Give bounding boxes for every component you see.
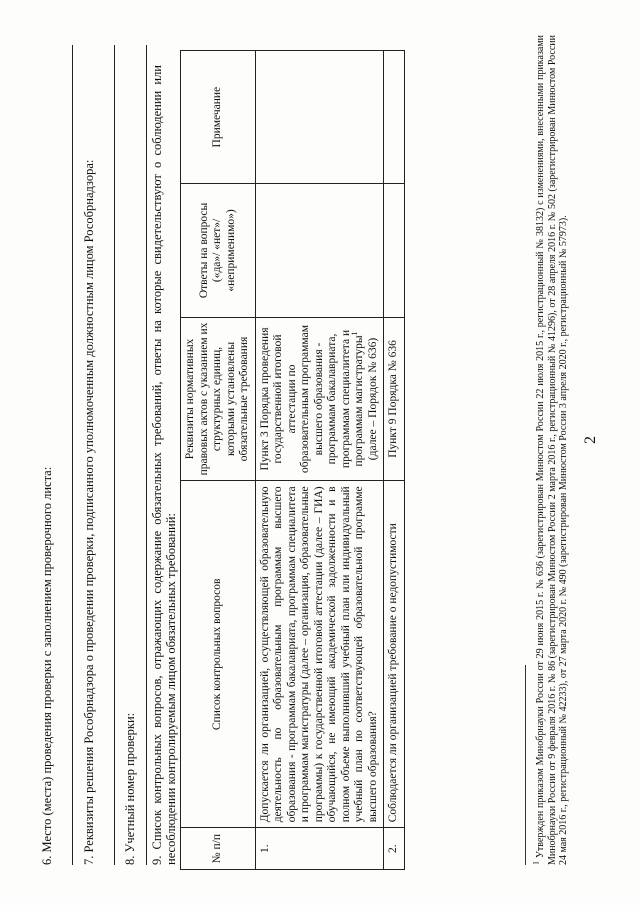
item-6-rule bbox=[72, 45, 73, 865]
checklist-table bbox=[180, 50, 405, 870]
row-note bbox=[255, 51, 384, 184]
row-requisite: Пункт 9 Порядка № 636 bbox=[384, 317, 405, 481]
row-requisite: Пункт 3 Порядка проведения государственной итоговой аттестации по образовательным программам высшего образования - программам бакалавриата, программам специалитета и программам магистратуры$^1$ (далее – Порядок № 636) bbox=[255, 317, 384, 481]
table-row bbox=[255, 51, 384, 870]
footnote-rule bbox=[525, 665, 526, 865]
item-9-paragraph: 9. Список контрольных вопросов, отражающих содержание обязательных требований, ответы на которые свидетельствуют о соблюдении или несоблюдении контролируемым лицом обязательных требований: bbox=[150, 65, 178, 865]
row-answer bbox=[255, 184, 384, 317]
header-note: Примечание bbox=[181, 51, 256, 184]
item-7-label: 7. Реквизиты решения Рособрнадзора о проведении проверки, подписанного уполномоченным должностным лицом Рособрнадзора: bbox=[82, 159, 96, 865]
row-question: Соблюдается ли организацией требование о недопустимости bbox=[384, 481, 405, 828]
row-answer bbox=[384, 184, 405, 317]
rotated-content bbox=[20, 20, 620, 880]
footnote: $^1$ Утвержден приказом Минобрнауки России от 29 июня 2015 г. № 636 (зарегистрирован Минюстом России 22 июля 2015 г., регистрационный № 38132) с изменениями, внесенными приказами Минобрнауки России от 9 февраля 2016 г. № 86 (зарегистрирован Минюстом России 2 марта 2016 г., регистрационный № 41296), от 28 апреля 2016 г. № 502 (зарегистрирован Минюстом России 24 мая 2016 г., регистрационный № 42233), от 27 марта 2020 г. № 490 (зарегистрирован Минюстом России 3 апреля 2020 г., регистрационный № 57973). bbox=[531, 34, 569, 865]
table-row bbox=[384, 51, 405, 870]
item-6-label: 6. Место (места) проведения проверки с заполнением проверочного листа: bbox=[40, 466, 54, 865]
header-questions: Список контрольных вопросов bbox=[181, 481, 256, 828]
row-number: 2. bbox=[384, 828, 405, 870]
row-number: 1. bbox=[255, 828, 384, 870]
table-header-row bbox=[181, 51, 256, 870]
item-7-rule bbox=[114, 45, 115, 865]
item-8-label: 8. Учетный номер проверки: bbox=[123, 712, 137, 865]
header-number: № п/п bbox=[181, 828, 256, 870]
item-8-rule bbox=[146, 45, 147, 865]
page-number: 2 bbox=[582, 436, 599, 444]
row-note bbox=[384, 51, 405, 184]
header-requisites: Реквизиты нормативных правовых актов с указанием их структурных единиц, которыми установлены обязательные требования bbox=[181, 317, 256, 481]
header-answers: Ответы на вопросы («да»/ «нет»/ «неприменимо») bbox=[181, 184, 256, 317]
row-question: Допускается ли организацией, осуществляющей образовательную деятельность по образовательным программам высшего образования - программам бакалавриата, программам специалитета и программам магистратуры (далее – организация, образовательные программы) к государственной итоговой аттестации (далее – ГИА) обучающийся, не имеющий академической задолженности и в полном объеме выполнивший учебный план или индивидуальный учебный план по соответствующей образовательной программе высшего образования? bbox=[255, 481, 384, 828]
